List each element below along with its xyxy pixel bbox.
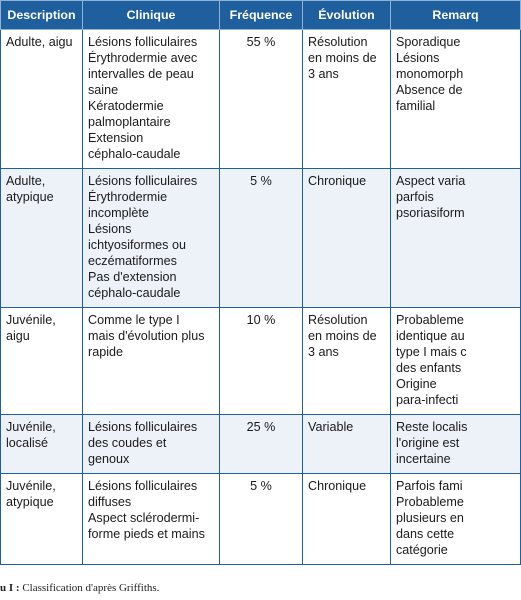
caption-text: Classification d'après Griffiths. [22,582,160,594]
cell-clinique-line: Lésions [88,222,132,236]
cell-remarques-line: familial [396,99,436,113]
cell-remarques [391,308,521,415]
cell-evolution-line: en moins de [308,51,377,65]
table-row [1,169,521,308]
cell-clinique [83,30,220,169]
cell-frequence: 55 % [220,30,303,169]
cell-remarques-line: l'origine est [396,436,460,450]
cell-remarques-line: Reste localis [396,420,468,434]
cell-remarques-line: psoriasiform [396,206,465,220]
cell-description-line: Adulte, [6,174,46,188]
cell-clinique-line: ichtyosiformes ou [88,238,186,252]
cell-description-line: Juvénile, [6,479,56,493]
cell-clinique-line: des coudes et [88,436,167,450]
header-clinique: Clinique [83,1,220,30]
cell-clinique-line: genoux [88,452,130,466]
cell-clinique-line: rapide [88,345,124,359]
table-row [1,415,521,474]
cell-remarques-line: incertaine [396,452,451,466]
cell-remarques-line: catégorie [396,543,448,557]
cell-remarques-line: Sporadique [396,35,461,49]
cell-description-line: Adulte, aigu [6,35,73,49]
cell-evolution-line: Résolution [308,35,368,49]
cell-remarques-line: para-infecti [396,393,459,407]
cell-clinique-line: eczématiformes [88,254,177,268]
cell-evolution-line: 3 ans [308,67,339,81]
cell-clinique-line: Érythrodermie avec [88,51,198,65]
cell-remarques [391,474,521,565]
header-frequence: Fréquence [220,1,303,30]
table-row [1,308,521,415]
cell-remarques [391,169,521,308]
cell-clinique [83,308,220,415]
cell-clinique [83,474,220,565]
cell-description-line: atypique [6,495,54,509]
cell-remarques-line: plusieurs en [396,511,464,525]
cell-clinique-line: céphalo-caudale [88,147,181,161]
table-row [1,30,521,169]
cell-evolution-line: Résolution [308,313,368,327]
cell-remarques-line: parfois [396,190,434,204]
cell-description-line: atypique [6,190,54,204]
cell-clinique-line: céphalo-caudale [88,286,181,300]
cell-remarques [391,415,521,474]
cell-evolution-line: Chronique [308,174,367,188]
cell-evolution-line: Chronique [308,479,367,493]
cell-remarques-line: Probableme [396,313,464,327]
cell-clinique [83,169,220,308]
cell-evolution [303,474,391,565]
cell-clinique-line: Aspect sclérodermi- [88,511,200,525]
table-caption [0,582,159,594]
cell-clinique-line: Lésions folliculaires [88,35,198,49]
cell-remarques-line: Parfois fami [396,479,463,493]
cell-description [1,30,83,169]
cell-description [1,308,83,415]
cell-remarques-line: monomorph [396,67,464,81]
cell-evolution [303,30,391,169]
cell-description-line: localisé [6,436,48,450]
cell-clinique-line: Lésions folliculaires [88,420,198,434]
cell-clinique-line: Comme le type I [88,313,180,327]
cell-frequence: 5 % [220,169,303,308]
cell-clinique-line: Pas d'extension [88,270,177,284]
cell-clinique [83,415,220,474]
cell-clinique-line: incomplète [88,206,149,220]
table-header-row [1,1,521,30]
cell-clinique-line: Kératodermie [88,99,164,113]
cell-clinique-line: Érythrodermie [88,190,168,204]
table-row [1,474,521,565]
cell-remarques-line: des enfants [396,361,462,375]
cell-clinique-line: Lésions folliculaires [88,479,198,493]
cell-clinique-line: forme pieds et mains [88,527,205,541]
cell-remarques-line: Lésions [396,51,440,65]
cell-description [1,415,83,474]
cell-evolution [303,169,391,308]
header-remarques: Remarq [391,1,521,30]
cell-remarques-line: Origine [396,377,437,391]
cell-evolution-line: Variable [308,420,354,434]
cell-description [1,474,83,565]
cell-remarques-line: type I mais c [396,345,467,359]
cell-evolution-line: en moins de [308,329,377,343]
cell-frequence: 5 % [220,474,303,565]
cell-clinique-line: Extension [88,131,144,145]
cell-clinique-line: palmoplantaire [88,115,171,129]
cell-remarques [391,30,521,169]
header-evolution: Évolution [303,1,391,30]
cell-evolution-line: 3 ans [308,345,339,359]
cell-frequence: 10 % [220,308,303,415]
cell-description [1,169,83,308]
cell-evolution [303,415,391,474]
cell-clinique-line: diffuses [88,495,132,509]
cell-remarques-line: Absence de [396,83,463,97]
cell-clinique-line: mais d'évolution plus [88,329,205,343]
cell-description-line: Juvénile, [6,420,56,434]
cell-clinique-line: intervalles de peau [88,67,194,81]
cell-frequence: 25 % [220,415,303,474]
cell-clinique-line: saine [88,83,119,97]
cell-remarques-line: Aspect varia [396,174,466,188]
cell-description-line: aigu [6,329,30,343]
cell-remarques-line: identique au [396,329,465,343]
cell-evolution [303,308,391,415]
caption-label: u I : [0,582,20,594]
header-description: Description [1,1,83,30]
cell-description-line: Juvénile, [6,313,56,327]
cell-clinique-line: Lésions folliculaires [88,174,198,188]
cell-remarques-line: dans cette [396,527,455,541]
cell-remarques-line: Probableme [396,495,464,509]
